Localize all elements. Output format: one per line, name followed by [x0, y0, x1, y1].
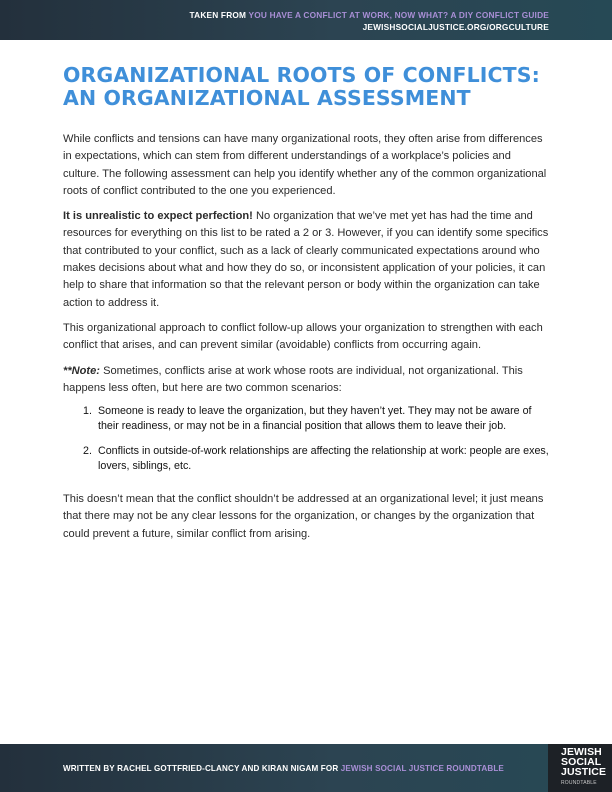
header-banner — [0, 0, 612, 40]
list-item-text: Conflicts in outside-of-work relationships are affecting the relationship at work: people are exes, lovers, siblings, etc. — [98, 445, 549, 473]
org-link[interactable]: JEWISH SOCIAL JUSTICE ROUNDTABLE — [340, 764, 504, 773]
logo-line-social: SOCIAL — [561, 756, 602, 768]
body-content — [63, 131, 549, 551]
note-text: Sometimes, conflicts arise at work whose roots are individual, not organizational. This happens less often, but here are two common scenarios: — [63, 364, 523, 394]
scenario-list — [63, 404, 549, 474]
page-title — [63, 64, 553, 110]
list-item — [63, 444, 549, 474]
author-credit — [63, 764, 504, 773]
approach-paragraph: This organizational approach to conflict follow-up allows your organization to strengthen with each conflict that arises, and can prevent similar (avoidable) conflicts from occurring again. — [63, 321, 543, 352]
closing-paragraph: This doesn’t mean that the conflict shouldn’t be addressed at an organizational level; it just means that there may not be any clear lessons for the organization, or changes by the organization that could prevent a future, similar conflict from arising. — [63, 493, 544, 540]
perfection-bold: It is unrealistic to expect perfection! — [63, 210, 253, 223]
list-item-text: Someone is ready to leave the organization, but they haven’t yet. They may not be aware of their readiness, or may not be in a financial position that allows them to leave their job. — [98, 405, 532, 433]
perfection-text: No organization that we’ve met yet has had the time and resources for everything on this list to be rated a 2 or 3. However, if you can identify some specifics that contributed to your conflict, such as a lack of clearly communicated expectations around who makes decisions about what and how they do so, or inconsistent application of your policies, it can help to share that information so that the relevant person or body within the organization can take action to address it. — [63, 210, 549, 309]
header-source-line — [189, 10, 549, 20]
page-title-line2: AN ORGANIZATIONAL ASSESSMENT — [63, 86, 471, 110]
list-item-number: 2. — [83, 445, 92, 458]
logo-line-jewish: JEWISH — [561, 746, 602, 758]
footer-banner — [0, 744, 612, 792]
logo-line-roundtable: ROUNDTABLE — [561, 780, 597, 786]
list-item — [63, 404, 549, 434]
note-paragraph — [63, 363, 549, 398]
header-url-link[interactable]: JEWISHSOCIALJUSTICE.ORG/ORGCULTURE — [362, 22, 549, 32]
list-item-number: 1. — [83, 405, 92, 418]
guide-title-link[interactable]: YOU HAVE A CONFLICT AT WORK, NOW WHAT? A DIY CONFLICT GUIDE — [248, 10, 549, 20]
logo-line-justice: JUSTICE — [561, 766, 607, 778]
header-prefix: TAKEN FROM — [189, 10, 249, 20]
credit-prefix: WRITTEN BY RACHEL GOTTFRIED-CLANCY AND KIRAN NIGAM FOR — [63, 764, 341, 773]
jsjr-logo — [548, 744, 612, 792]
intro-paragraph: While conflicts and tensions can have many organizational roots, they often arise from differences in expectations, which can stem from different understandings of a workplace’s policies and culture. The following assessment can help you identify whether any of the common organizational roots of conflict contributed to the one you experienced. — [63, 133, 547, 197]
page-title-line1: ORGANIZATIONAL ROOTS OF CONFLICTS: — [63, 63, 540, 87]
perfection-paragraph — [63, 208, 549, 312]
note-label: **Note: — [63, 364, 100, 377]
